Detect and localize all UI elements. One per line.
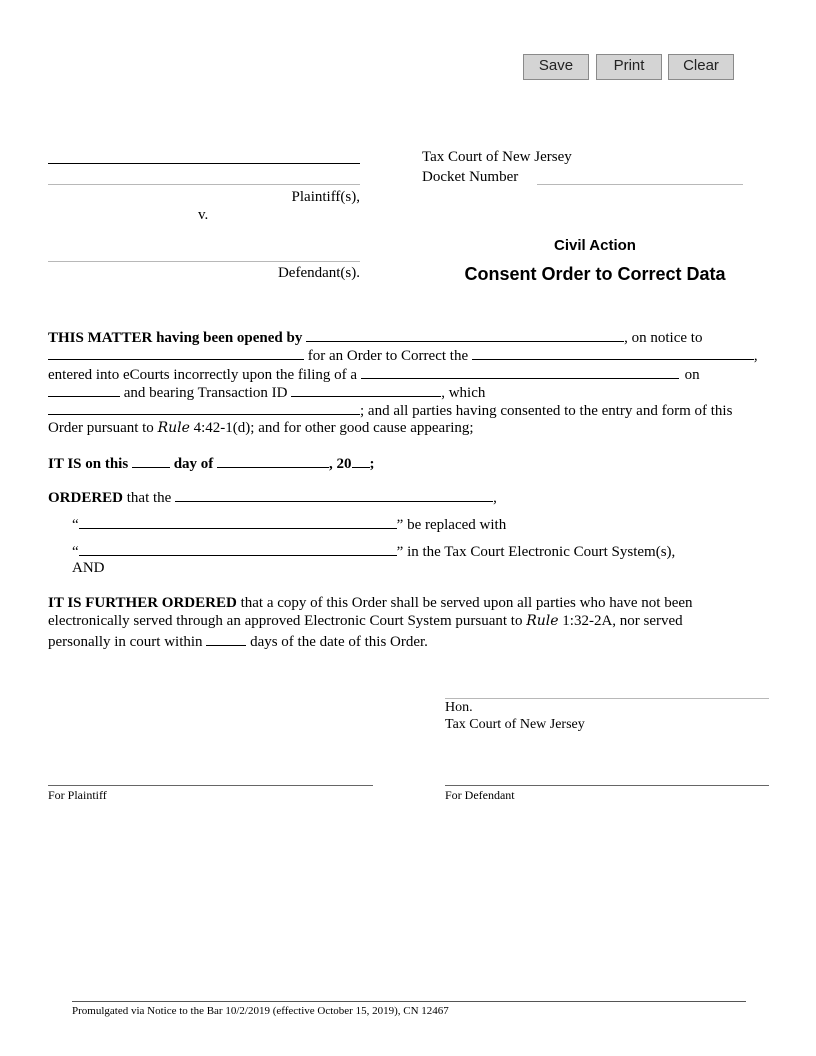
p3-ecourts: ” in the Tax Court Electronic Court System(s), — [396, 544, 676, 560]
p1-consented: ; and all parties having consented to the entry and form of this — [360, 403, 733, 419]
rule-word-2: Rule — [526, 613, 559, 629]
defendant-label: Defendant(s). — [277, 265, 360, 281]
rule-word: Rule — [157, 420, 190, 436]
p3-line-1 — [48, 487, 497, 507]
p4-further-ordered: IT IS FURTHER ORDERED — [48, 595, 237, 611]
notice-to-field[interactable] — [48, 345, 304, 360]
month-field[interactable] — [217, 453, 329, 468]
plaintiff-label: Plaintiff(s), — [291, 189, 360, 205]
case-type: Civil Action — [554, 237, 636, 254]
plaintiff-name-line-1[interactable] — [48, 163, 360, 164]
transaction-id-field[interactable] — [291, 382, 441, 397]
p1-line-5 — [48, 400, 732, 420]
correct-field[interactable] — [472, 345, 754, 360]
footer-text: Promulgated via Notice to the Bar 10/2/2019 (effective October 15, 2019), CN 12467 — [72, 1005, 449, 1017]
defendant-signature-line[interactable] — [445, 785, 769, 786]
p4-rule-cite: 1:32-2A, nor served — [562, 613, 683, 629]
year-field[interactable] — [352, 453, 370, 468]
hon-label: Hon. — [445, 700, 473, 715]
plaintiff-signature-line[interactable] — [48, 785, 373, 786]
save-button[interactable]: Save — [523, 54, 589, 80]
p3-and: AND — [72, 560, 105, 576]
filing-date-field[interactable] — [48, 382, 120, 397]
judge-signature-line[interactable] — [445, 698, 769, 699]
versus-label: v. — [198, 207, 209, 223]
p1-line-6 — [48, 419, 474, 437]
p1-bold: THIS MATTER having been opened by — [48, 330, 303, 346]
page-title: Consent Order to Correct Data — [464, 264, 726, 284]
days-field[interactable] — [206, 631, 246, 646]
p3-line-2 — [72, 514, 506, 534]
quote-open-2: “ — [72, 544, 79, 560]
p2-line — [48, 453, 375, 473]
for-plaintiff-label: For Plaintiff — [48, 788, 107, 802]
p3-ordered: ORDERED — [48, 490, 124, 506]
p1-line-3 — [48, 364, 700, 384]
print-button[interactable]: Print — [596, 54, 662, 80]
clear-button[interactable]: Clear — [668, 54, 734, 80]
court-name: Tax Court of New Jersey — [422, 149, 572, 165]
incorrect-value-field[interactable] — [79, 514, 397, 529]
ordered-field[interactable] — [175, 487, 493, 502]
p4-line-3 — [48, 631, 428, 651]
p3-replaced: ” be replaced with — [396, 517, 507, 533]
opened-by-field[interactable] — [306, 327, 624, 342]
p1-entered: entered into eCourts incorrectly upon the filing of a — [48, 367, 358, 383]
p4-electronically: electronically served through an approved Electronic Court System pursuant to — [48, 613, 523, 629]
p2-day-of: day of — [173, 456, 214, 472]
plaintiff-name-line-2[interactable] — [48, 184, 360, 185]
for-defendant-label: For Defendant — [445, 788, 515, 802]
p1-which: , which — [441, 385, 486, 401]
p1-notice: , on notice to — [624, 330, 703, 346]
p1-rule-cite: 4:42-1(d); and for other good cause appearing; — [193, 420, 474, 436]
p4-days-of: days of the date of this Order. — [250, 634, 428, 650]
p4-line-2 — [48, 612, 683, 630]
defendant-name-line[interactable] — [48, 261, 360, 262]
p1-comma: , — [753, 348, 758, 364]
p1-correct: for an Order to Correct the — [307, 348, 469, 364]
docket-number-field[interactable] — [537, 184, 743, 185]
day-field[interactable] — [132, 453, 170, 468]
p1-pursuant: Order pursuant to — [48, 420, 154, 436]
p1-line-4 — [48, 382, 485, 402]
p4-personally: personally in court within — [48, 634, 203, 650]
p3-that-the: that the — [126, 490, 172, 506]
p4-line-1 — [48, 594, 693, 612]
footer-divider — [72, 1001, 746, 1002]
quote-open-1: “ — [72, 517, 79, 533]
p1-line-2 — [48, 345, 758, 365]
which-field[interactable] — [48, 400, 360, 415]
docket-label: Docket Number — [422, 169, 519, 185]
correct-value-field[interactable] — [79, 541, 397, 556]
p3-comma: , — [493, 490, 497, 506]
p1-line-1 — [48, 327, 702, 347]
p1-on: on — [684, 367, 700, 383]
signature-court: Tax Court of New Jersey — [445, 717, 585, 732]
filing-of-field[interactable] — [361, 364, 679, 379]
p2-year-prefix: , 20 — [329, 456, 352, 472]
p3-line-3 — [72, 541, 675, 561]
p4-copy: that a copy of this Order shall be served upon all parties who have not been — [240, 595, 693, 611]
p2-on-this: IT IS on this — [48, 456, 129, 472]
p1-transaction: and bearing Transaction ID — [123, 385, 288, 401]
p2-semicolon: ; — [369, 456, 375, 472]
